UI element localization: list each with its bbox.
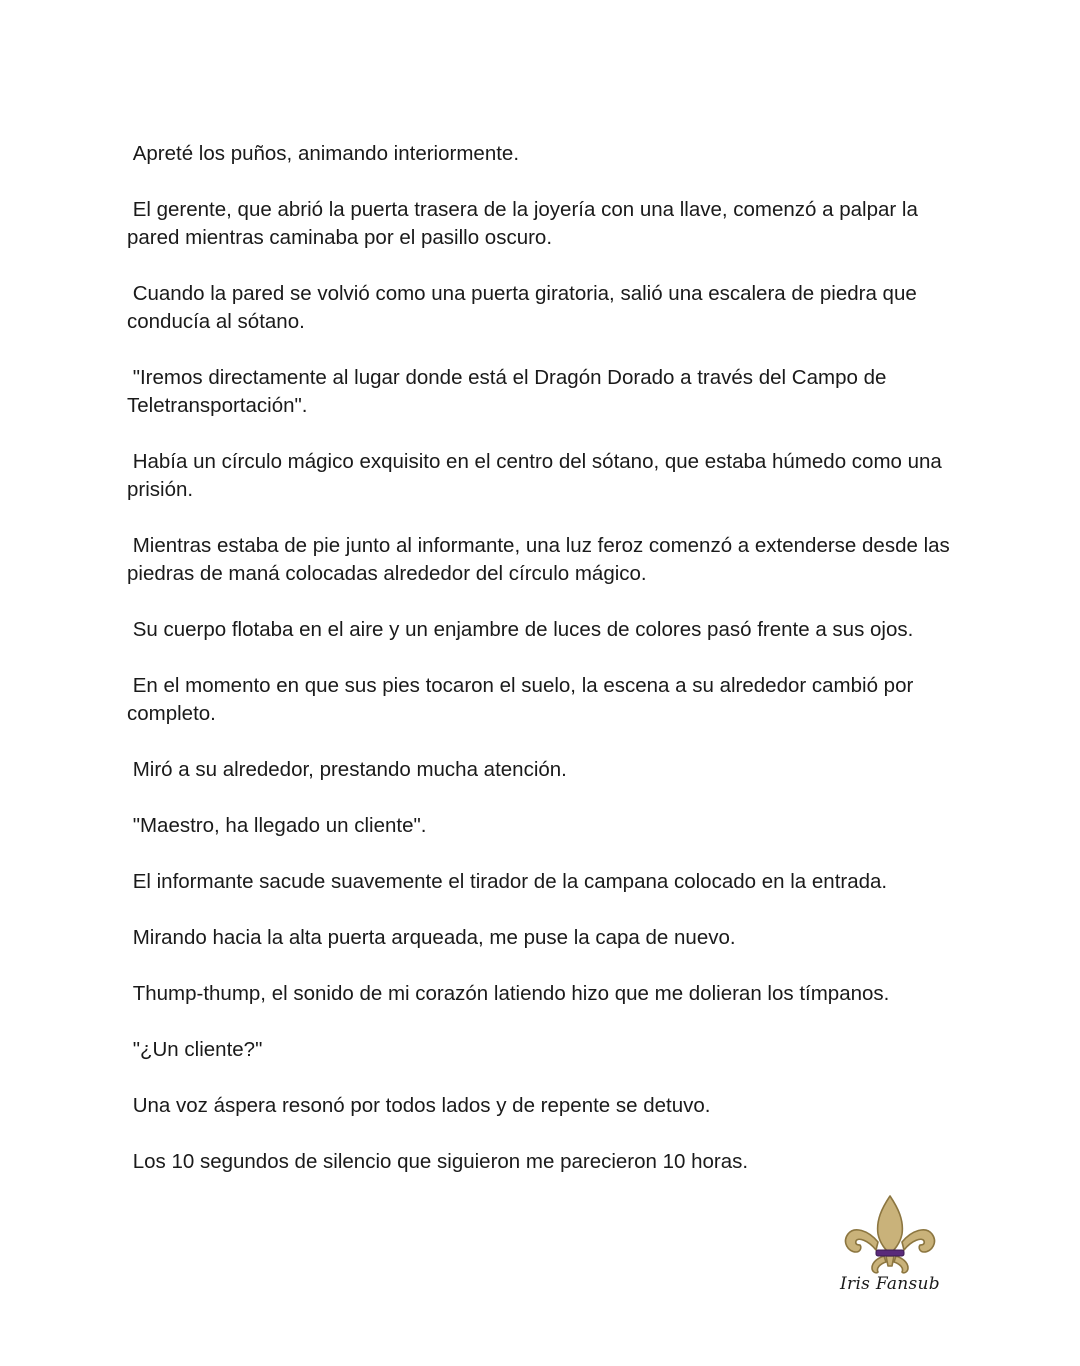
paragraph-13: Thump-thump, el sonido de mi corazón latiendo hizo que me dolieran los tímpanos. <box>127 982 890 1005</box>
paragraph-14: "¿Un cliente?" <box>127 1038 263 1061</box>
paragraph-15: Una voz áspera resonó por todos lados y de repente se detuvo. <box>127 1094 711 1117</box>
watermark-logo <box>838 1192 942 1304</box>
paragraph-10: "Maestro, ha llegado un cliente". <box>127 814 427 837</box>
fleur-de-lis-icon <box>838 1192 942 1276</box>
paragraph-3: Cuando la pared se volvió como una puerta giratoria, salió una escalera de piedra que conducía al sótano. <box>127 282 923 333</box>
paragraph-5: Había un círculo mágico exquisito en el centro del sótano, que estaba húmedo como una prisión. <box>127 450 948 501</box>
paragraph-4: "Iremos directamente al lugar donde está el Dragón Dorado a través del Campo de Teletransportación". <box>127 366 892 417</box>
paragraph-12: Mirando hacia la alta puerta arqueada, me puse la capa de nuevo. <box>127 926 736 949</box>
paragraph-16: Los 10 segundos de silencio que siguieron me parecieron 10 horas. <box>127 1150 749 1173</box>
paragraph-7: Su cuerpo flotaba en el aire y un enjambre de luces de colores pasó frente a sus ojos. <box>127 618 914 641</box>
paragraph-2: El gerente, que abrió la puerta trasera de la joyería con una llave, comenzó a palpar la pared mientras caminaba por el pasillo oscuro. <box>127 198 924 249</box>
paragraph-1: Apreté los puños, animando interiormente. <box>127 142 520 165</box>
paragraph-11: El informante sacude suavemente el tirador de la campana colocado en la entrada. <box>127 870 888 893</box>
watermark-text: Iris Fansub <box>840 1274 940 1294</box>
paragraph-6: Mientras estaba de pie junto al informante, una luz feroz comenzó a extenderse desde las piedras de maná colocadas alrededor del círculo mágico. <box>127 534 956 585</box>
paragraph-9: Miró a su alrededor, prestando mucha atención. <box>127 758 567 781</box>
paragraph-8: En el momento en que sus pies tocaron el suelo, la escena a su alrededor cambió por completo. <box>127 674 920 725</box>
document-body <box>127 140 957 1204</box>
